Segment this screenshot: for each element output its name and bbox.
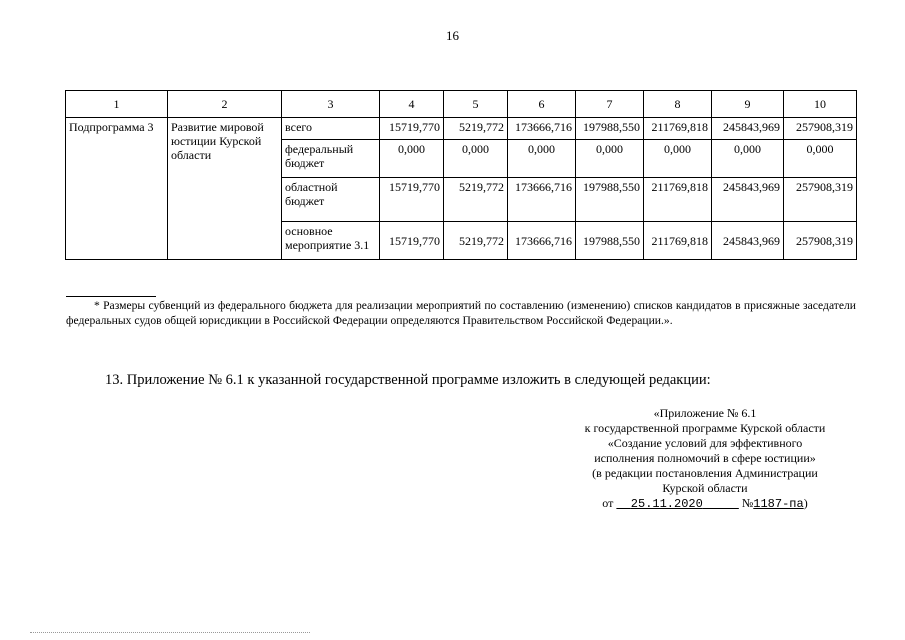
value-cell: 0,000: [644, 140, 712, 178]
page-number: 16: [446, 28, 459, 43]
value-cell: 0,000: [784, 140, 857, 178]
value-cell: 257908,319: [784, 222, 857, 260]
row-label: областной бюджет: [282, 178, 380, 222]
value-cell: 257908,319: [784, 118, 857, 140]
value-cell: 0,000: [712, 140, 784, 178]
appendix-line: к государственной программе Курской области: [584, 421, 826, 435]
appendix-line: «Создание условий для эффективного: [607, 436, 803, 450]
value-cell: 257908,319: [784, 178, 857, 222]
header-cell: 3: [282, 91, 380, 118]
value-cell: 197988,550: [576, 178, 644, 222]
value-cell: 173666,716: [508, 222, 576, 260]
header-cell: 9: [712, 91, 784, 118]
value-cell: 197988,550: [576, 222, 644, 260]
value-cell: 0,000: [508, 140, 576, 178]
appendix-line: (в редакции постановления Администрации: [592, 466, 818, 480]
value-cell: 211769,818: [644, 178, 712, 222]
appendix-line: «Приложение № 6.1: [653, 406, 757, 420]
value-cell: 173666,716: [508, 118, 576, 140]
value-cell: 245843,969: [712, 222, 784, 260]
row-label: всего: [282, 118, 380, 140]
closing-paren: ): [803, 496, 808, 510]
value-cell: 15719,770: [380, 222, 444, 260]
value-cell: 245843,969: [712, 118, 784, 140]
row-label: основное мероприятие 3.1: [282, 222, 380, 260]
row-label: федеральный бюджет: [282, 140, 380, 178]
directive-paragraph: 13. Приложение № 6.1 к указанной государственной программе изложить в следующей редакции:: [105, 372, 711, 388]
from-label: от: [602, 496, 614, 510]
decree-number: 1187-па: [753, 497, 804, 511]
budget-table: [65, 90, 857, 260]
decree-date: 25.11.2020: [630, 497, 703, 511]
footnote: * Размеры субвенций из федерального бюджета для реализации мероприятий по составлению (изменению) списков кандидатов в присяжные заседатели федеральных судов общей юрисдикции в Российской Федерации определяются Правительством Российской Федерации.».: [66, 299, 856, 327]
header-cell: 1: [66, 91, 168, 118]
value-cell: 0,000: [380, 140, 444, 178]
table-row: [66, 118, 857, 140]
program-cell: Подпрограмма 3: [66, 118, 168, 260]
appendix-header: [540, 406, 870, 512]
header-cell: 4: [380, 91, 444, 118]
header-cell: 10: [784, 91, 857, 118]
value-cell: 197988,550: [576, 118, 644, 140]
value-cell: 5219,772: [444, 178, 508, 222]
header-cell: 2: [168, 91, 282, 118]
scan-artifact-line: [30, 632, 310, 633]
value-cell: 211769,818: [644, 118, 712, 140]
value-cell: 211769,818: [644, 222, 712, 260]
value-cell: 15719,770: [380, 118, 444, 140]
value-cell: 173666,716: [508, 178, 576, 222]
footnote-divider: [66, 296, 156, 297]
appendix-line: исполнения полномочий в сфере юстиции»: [594, 451, 816, 465]
description-cell: Развитие мировой юстиции Курской области: [168, 118, 282, 260]
value-cell: 5219,772: [444, 118, 508, 140]
table-header-row: [66, 91, 857, 118]
appendix-line: Курской области: [662, 481, 748, 495]
value-cell: 245843,969: [712, 178, 784, 222]
value-cell: 15719,770: [380, 178, 444, 222]
appendix-date-line: [540, 496, 870, 512]
value-cell: 0,000: [444, 140, 508, 178]
header-cell: 7: [576, 91, 644, 118]
header-cell: 5: [444, 91, 508, 118]
header-cell: 6: [508, 91, 576, 118]
number-label: №: [741, 496, 754, 510]
value-cell: 0,000: [576, 140, 644, 178]
header-cell: 8: [644, 91, 712, 118]
value-cell: 5219,772: [444, 222, 508, 260]
